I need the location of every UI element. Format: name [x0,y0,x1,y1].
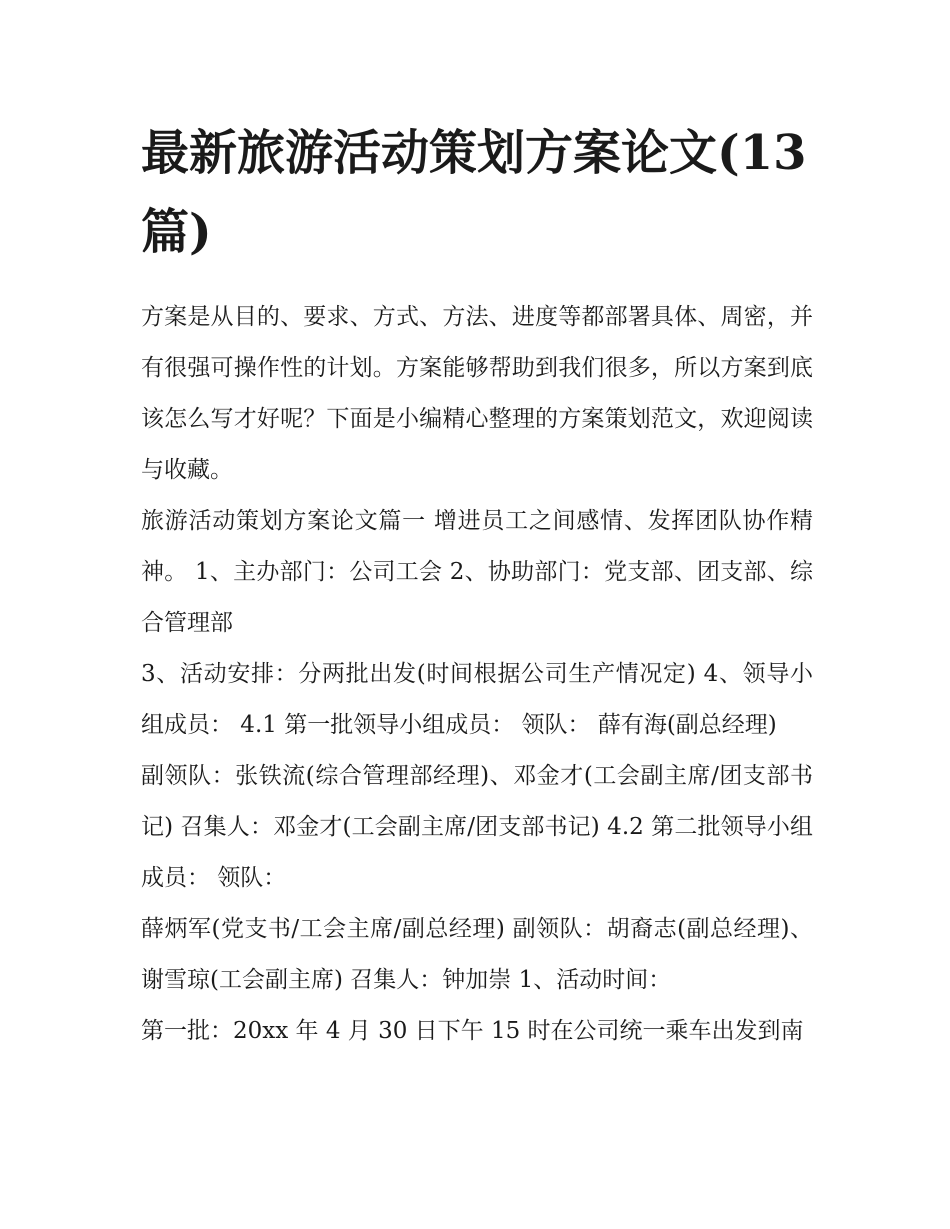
paragraph-activity-time: 第一批：20xx 年 4 月 30 日下午 15 时在公司统一乘车出发到南 [141,1018,804,1044]
paragraph-intro: 方案是从目的、要求、方式、方法、进度等都部署具体、周密，并有很强可操作性的计划。方案能够帮助到我们很多，所以方案到底该怎么写才好呢？下面是小编精心整理的方案策划范文，欢迎阅读与收藏。 [141,304,813,483]
document-title: 最新旅游活动策划方案论文(13篇) [141,125,807,260]
paragraph-first-batch-leaders: 副领队：张铁流(综合管理部经理)、邓金才(工会副主席/团支部书记) 召集人：邓金才(工会副主席/团支部书记) 4.2 第二批领导小组成员： 领队： [141,763,813,891]
paragraph-section-one: 旅游活动策划方案论文篇一 增进员工之间感情、发挥团队协作精神。 1、主办部门：公司工会 2、协助部门：党支部、团支部、综合管理部 [141,508,813,636]
paragraph-second-batch-leaders: 薛炳军(党支书/工会主席/副总经理) 副领队：胡裔志(副总经理)、谢雪琼(工会副主席) 召集人：钟加崇 1、活动时间： [141,916,813,993]
paragraph-activity-arrangement: 3、活动安排：分两批出发(时间根据公司生产情况定) 4、领导小组成员： 4.1 第一批领导小组成员： 领队： 薛有海(副总经理) [141,661,813,738]
document-body [141,114,813,1057]
